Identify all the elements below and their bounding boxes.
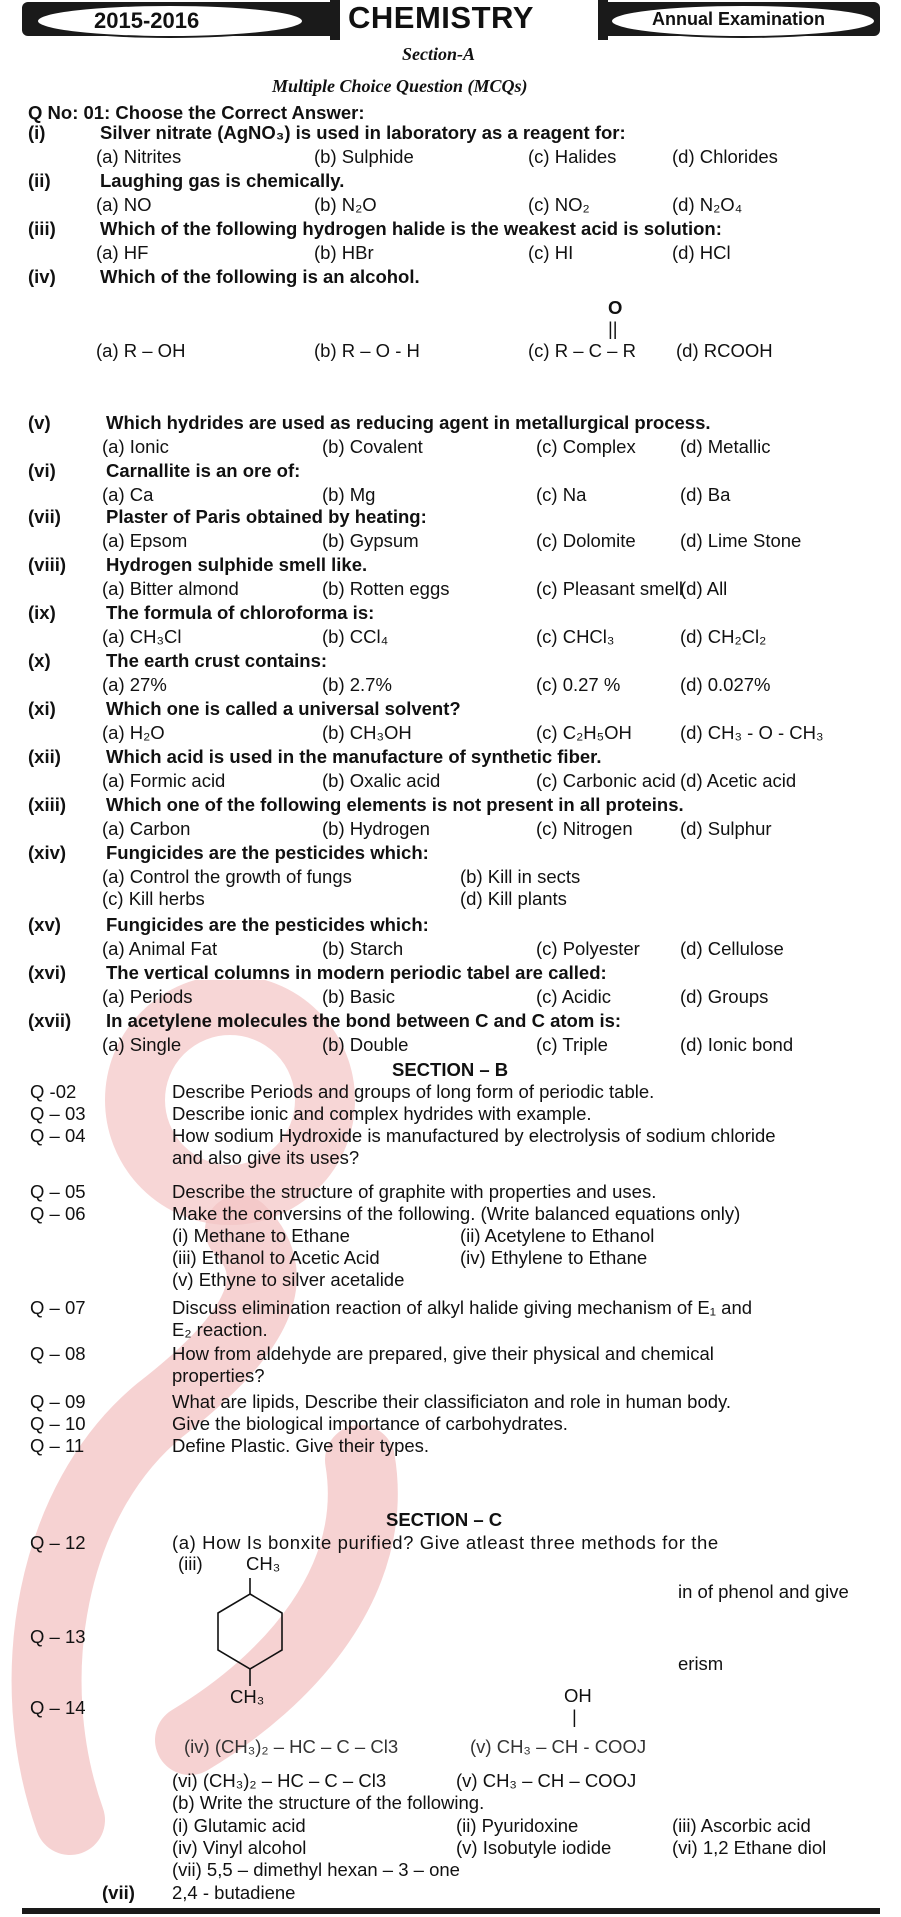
option-b: (b) 2.7% <box>322 674 392 695</box>
section-b-question-text: Describe Periods and groups of long form of periodic table. <box>172 1081 655 1102</box>
option-c: (c) Polyester <box>536 938 640 959</box>
part-b-instruction: (b) Write the structure of the following. <box>172 1792 485 1813</box>
option-b: (b) Kill in sects <box>460 866 581 887</box>
section-b-question-text: Give the biological importance of carbohydrates. <box>172 1413 568 1434</box>
hydroxyl-label: OH <box>564 1685 592 1706</box>
question-number: (viii) <box>28 554 67 575</box>
vii-text: 2,4 - butadiene <box>172 1882 296 1903</box>
list-item: (v) Isobutyle iodide <box>456 1837 612 1858</box>
list-item: (vii) 5,5 – dimethyl hexan – 3 – one <box>172 1859 460 1880</box>
list-item: (iv) Vinyl alcohol <box>172 1837 307 1858</box>
list-item: (vi) 1,2 Ethane diol <box>672 1837 827 1858</box>
option-b: (b) R – O - H <box>314 340 420 361</box>
section-b-question-text: How sodium Hydroxide is manufactured by electrolysis of sodium chloride <box>172 1125 776 1146</box>
option-d: (d) Ba <box>680 484 731 505</box>
question-text: Hydrogen sulphide smell like. <box>106 554 368 575</box>
option-b: (b) N₂O <box>314 194 377 215</box>
double-bond-mark: || <box>608 318 618 339</box>
section-b-question-number: Q – 09 <box>30 1391 86 1412</box>
option-b: (b) Sulphide <box>314 146 414 167</box>
question-number: (xiv) <box>28 842 67 863</box>
option-a: (a) Formic acid <box>102 770 226 791</box>
option-d: (d) Groups <box>680 986 769 1007</box>
option-d: (d) Chlorides <box>672 146 778 167</box>
option-c: (c) Pleasant smell <box>536 578 684 599</box>
option-a: (a) Ca <box>102 484 154 505</box>
question-number: (xi) <box>28 698 56 719</box>
iii-label: (iii) <box>178 1553 203 1574</box>
instruction: Q No: 01: Choose the Correct Answer: <box>28 102 365 123</box>
conversion-item: (iv) Ethylene to Ethane <box>460 1247 648 1268</box>
section-b-question-number: Q -02 <box>30 1081 77 1102</box>
option-c: (c) Triple <box>536 1034 608 1055</box>
question-text: Which of the following hydrogen halide is the weakest acid is solution: <box>100 218 722 239</box>
question-number: (x) <box>28 650 51 671</box>
question-number: (xiii) <box>28 794 67 815</box>
option-d: (d) RCOOH <box>676 340 773 361</box>
section-b-question-text: Define Plastic. Give their types. <box>172 1435 430 1456</box>
question-number: (i) <box>28 122 46 143</box>
option-d: (d) Ionic bond <box>680 1034 794 1055</box>
section-b-question-number: Q – 06 <box>30 1203 86 1224</box>
section-b-title: SECTION – B <box>392 1059 509 1080</box>
v2-structure: (v) CH₃ – CH – COOJ <box>456 1770 637 1791</box>
option-c: (c) C₂H₅OH <box>536 722 632 743</box>
section-b-question-text: What are lipids, Describe their classificiaton and role in human body. <box>172 1391 732 1412</box>
option-c: (c) Carbonic acid <box>536 770 676 791</box>
question-text: Carnallite is an ore of: <box>106 460 301 481</box>
list-item: (iii) Ascorbic acid <box>672 1815 811 1836</box>
section-b-question-text: and also give its uses? <box>172 1147 360 1168</box>
option-b: (b) CCl₄ <box>322 626 389 647</box>
section-b-question-number: Q – 07 <box>30 1297 86 1318</box>
question-number: (ii) <box>28 170 51 191</box>
option-c: (c) Dolomite <box>536 530 636 551</box>
vii-number: (vii) <box>102 1882 135 1903</box>
question-number: (iii) <box>28 218 56 239</box>
option-c: (c) 0.27 % <box>536 674 621 695</box>
question-text: The earth crust contains: <box>106 650 328 671</box>
option-a: (a) H₂O <box>102 722 165 743</box>
option-b: (b) Mg <box>322 484 376 505</box>
conversion-item: (i) Methane to Ethane <box>172 1225 350 1246</box>
cyclohexane-ring <box>212 1578 288 1688</box>
section-b-question-number: Q – 03 <box>30 1103 86 1124</box>
section-b-question-text: Make the conversins of the following. (Write balanced equations only) <box>172 1203 741 1224</box>
methyl-bottom: CH₃ <box>230 1686 265 1707</box>
section-b-question-text: Describe the structure of graphite with properties and uses. <box>172 1181 657 1202</box>
list-item: (i) Glutamic acid <box>172 1815 306 1836</box>
v-structure: (v) CH₃ – CH - COOJ <box>470 1736 647 1757</box>
option-c: (c) Kill herbs <box>102 888 205 909</box>
question-text: Which one is called a universal solvent? <box>106 698 461 719</box>
option-b: (b) Hydrogen <box>322 818 430 839</box>
option-a: (a) Single <box>102 1034 182 1055</box>
exam-year: 2015-2016 <box>94 8 200 33</box>
question-text: Silver nitrate (AgNO₃) is used in laboratory as a reagent for: <box>100 122 626 143</box>
option-a: (a) Control the growth of fungs <box>102 866 352 887</box>
methyl-top: CH₃ <box>246 1553 281 1574</box>
question-text: Plaster of Paris obtained by heating: <box>106 506 427 527</box>
question-text: Fungicides are the pesticides which: <box>106 914 429 935</box>
option-a: (a) NO <box>96 194 152 215</box>
option-c: (c) Complex <box>536 436 636 457</box>
option-d: (d) Metallic <box>680 436 771 457</box>
section-b-question-number: Q – 04 <box>30 1125 86 1146</box>
option-d: (d) Lime Stone <box>680 530 802 551</box>
list-item: (ii) Pyuridoxine <box>456 1815 579 1836</box>
question-text: Which hydrides are used as reducing agent in metallurgical process. <box>106 412 711 433</box>
option-d: (d) CH₃ - O - CH₃ <box>680 722 824 743</box>
conversion-item: (iii) Ethanol to Acetic Acid <box>172 1247 380 1268</box>
isomerism-fragment: erism <box>678 1653 724 1674</box>
option-a: (a) Epsom <box>102 530 188 551</box>
q12-text: (a) How Is bonxite purified? Give atleast three methods for the <box>172 1532 719 1553</box>
question-number: (xii) <box>28 746 61 767</box>
section-b-question-number: Q – 05 <box>30 1181 86 1202</box>
section-b-question-number: Q – 11 <box>30 1435 85 1456</box>
option-a: (a) Carbon <box>102 818 191 839</box>
option-a: (a) R – OH <box>96 340 186 361</box>
option-b: (b) CH₃OH <box>322 722 412 743</box>
option-b: (b) Oxalic acid <box>322 770 441 791</box>
section-c-title: SECTION – C <box>386 1509 503 1530</box>
exam-type: Annual Examination <box>652 9 826 29</box>
section-b-question-number: Q – 08 <box>30 1343 86 1364</box>
question-text: In acetylene molecules the bond between C and C atom is: <box>106 1010 622 1031</box>
option-c: (c) Na <box>536 484 587 505</box>
option-b: (b) Rotten eggs <box>322 578 450 599</box>
option-a: (a) HF <box>96 242 149 263</box>
option-d: (d) Acetic acid <box>680 770 797 791</box>
question-number: (iv) <box>28 266 56 287</box>
carbonyl-oxygen: O <box>608 297 623 318</box>
conversion-item: (v) Ethyne to silver acetalide <box>172 1269 405 1290</box>
option-d: (d) N₂O₄ <box>672 194 743 215</box>
hydroxyl-bond: | <box>572 1706 577 1727</box>
option-c: (c) NO₂ <box>528 194 590 215</box>
option-d: (d) Sulphur <box>680 818 772 839</box>
subject-title: CHEMISTRY <box>348 0 534 35</box>
question-number: (xvii) <box>28 1010 72 1031</box>
section-b-question-text: How from aldehyde are prepared, give their physical and chemical <box>172 1343 714 1364</box>
section-b-question-number: Q – 10 <box>30 1413 86 1434</box>
question-text: Which one of the following elements is not present in all proteins. <box>106 794 684 815</box>
q14-number: Q – 14 <box>30 1697 86 1718</box>
iv-structure: (iv) (CH₃)₂ – HC – C – Cl3 <box>184 1736 399 1757</box>
option-d: (d) CH₂Cl₂ <box>680 626 767 647</box>
section-b-question-text: properties? <box>172 1365 265 1386</box>
option-c: (c) Halides <box>528 146 617 167</box>
conversion-item: (ii) Acetylene to Ethanol <box>460 1225 655 1246</box>
question-number: (xvi) <box>28 962 67 983</box>
option-c: (c) HI <box>528 242 574 263</box>
option-d: (d) All <box>680 578 728 599</box>
footer-bar <box>22 1908 880 1914</box>
question-text: The formula of chloroforma is: <box>106 602 375 623</box>
option-a: (a) Bitter almond <box>102 578 239 599</box>
option-b: (b) Gypsum <box>322 530 419 551</box>
option-c: (c) CHCl₃ <box>536 626 615 647</box>
section-b-question-text: Discuss elimination reaction of alkyl halide giving mechanism of E₁ and <box>172 1297 753 1318</box>
option-c: (c) Acidic <box>536 986 612 1007</box>
question-text: Fungicides are the pesticides which: <box>106 842 429 863</box>
option-b: (b) Starch <box>322 938 404 959</box>
question-text: The vertical columns in modern periodic tabel are called: <box>106 962 607 983</box>
option-d: (d) HCl <box>672 242 731 263</box>
option-b: (b) Basic <box>322 986 395 1007</box>
phenol-fragment: in of phenol and give <box>678 1581 849 1602</box>
option-d: (d) 0.027% <box>680 674 771 695</box>
question-text: Laughing gas is chemically. <box>100 170 345 191</box>
section-a-subtitle: Multiple Choice Question (MCQs) <box>272 76 528 96</box>
option-c: (c) R – C – R <box>528 340 636 361</box>
option-a: (a) 27% <box>102 674 167 695</box>
option-c: (c) Nitrogen <box>536 818 633 839</box>
question-number: (xv) <box>28 914 61 935</box>
option-b: (b) Covalent <box>322 436 423 457</box>
question-number: (vii) <box>28 506 61 527</box>
question-text: Which of the following is an alcohol. <box>100 266 420 287</box>
option-d: (d) Kill plants <box>460 888 567 909</box>
option-a: (a) Animal Fat <box>102 938 218 959</box>
question-text: Which acid is used in the manufacture of synthetic fiber. <box>106 746 602 767</box>
option-a: (a) Periods <box>102 986 193 1007</box>
section-b-question-text: Describe ionic and complex hydrides with example. <box>172 1103 592 1124</box>
question-number: (v) <box>28 412 51 433</box>
section-a-title: Section-A <box>402 44 476 64</box>
section-b-question-text: E₂ reaction. <box>172 1319 268 1340</box>
option-a: (a) Nitrites <box>96 146 182 167</box>
vi-structure: (vi) (CH₃)₂ – HC – C – Cl3 <box>172 1770 387 1791</box>
option-a: (a) Ionic <box>102 436 169 457</box>
option-b: (b) Double <box>322 1034 409 1055</box>
option-d: (d) Cellulose <box>680 938 784 959</box>
q12-number: Q – 12 <box>30 1532 86 1553</box>
question-number: (ix) <box>28 602 56 623</box>
q13-number: Q – 13 <box>30 1626 86 1647</box>
question-number: (vi) <box>28 460 56 481</box>
option-a: (a) CH₃Cl <box>102 626 182 647</box>
option-b: (b) HBr <box>314 242 374 263</box>
